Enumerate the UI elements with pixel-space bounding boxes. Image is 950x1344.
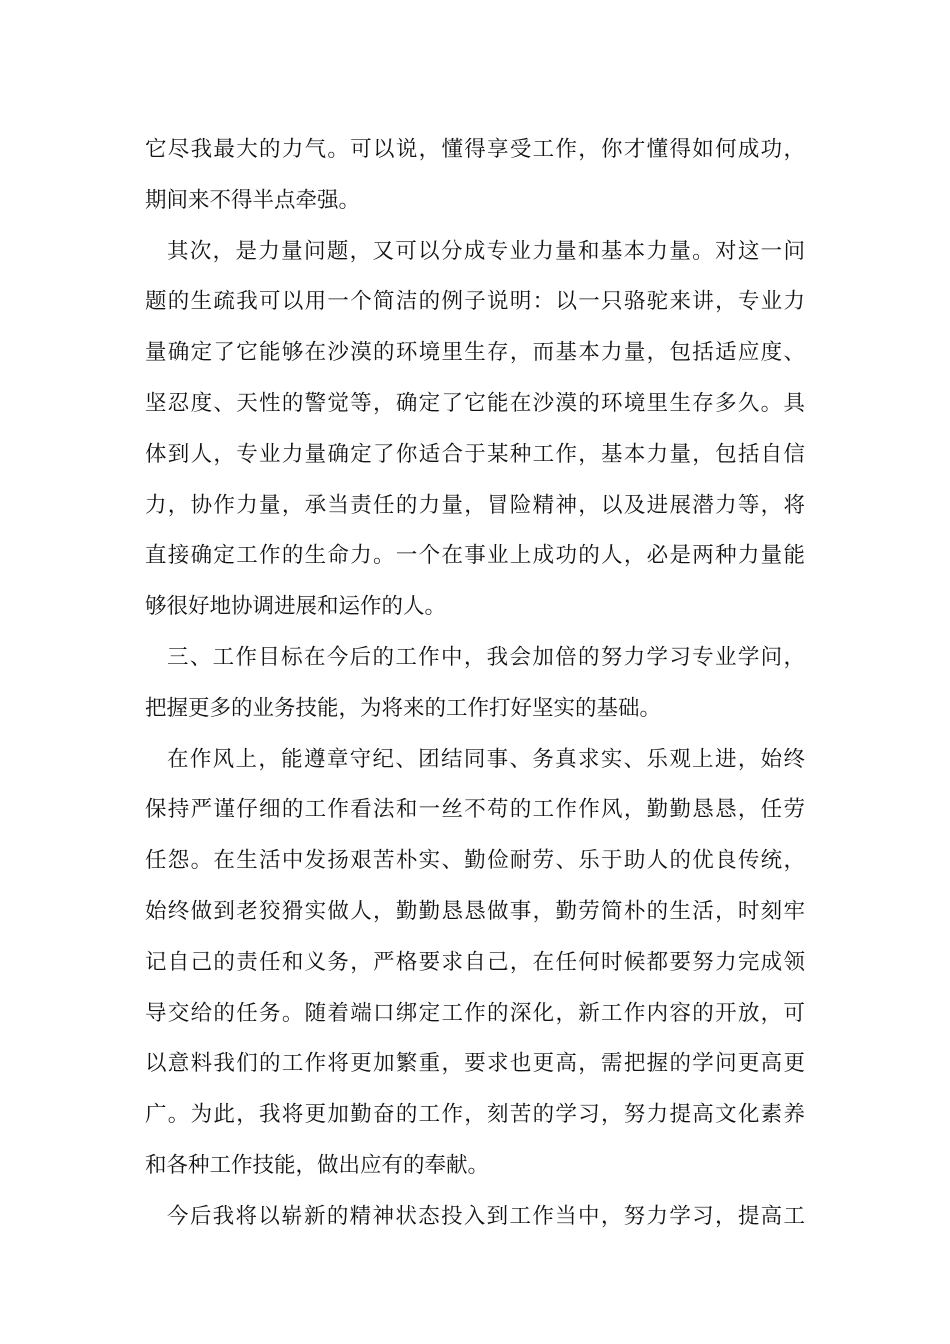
text-line: 和各种工作技能，做出应有的奉献。 — [145, 1152, 490, 1178]
text-line: 它尽我最大的力气。可以说，懂得享受工作，你才懂得如何成功， — [145, 137, 805, 162]
text-line: 量确定了它能够在沙漠的环境里生存，而基本力量，包括适应度、 — [145, 340, 805, 366]
text-line: 力，协作力量，承当责任的力量，冒险精神，以及进展潜力等，将 — [145, 492, 805, 518]
text-line: 在作风上，能遵章守纪、团结同事、务真求实、乐观上进，始终 — [167, 746, 805, 772]
text-line: 三、工作目标在今后的工作中，我会加倍的努力学习专业学问， — [167, 644, 805, 670]
text-line: 期间来不得半点牵强。 — [145, 187, 361, 213]
text-line: 其次，是力量问题，又可以分成专业力量和基本力量。对这一问 — [167, 238, 805, 264]
text-line: 体到人，专业力量确定了你适合于某种工作，基本力量，包括自信 — [145, 441, 805, 467]
text-line: 任怨。在生活中发扬艰苦朴实、勤俭耐劳、乐于助人的优良传统， — [145, 848, 805, 874]
text-line: 始终做到老狡猾实做人，勤勤恳恳做事，勤劳简朴的生活，时刻牢 — [145, 898, 805, 924]
text-line: 够很好地协调进展和运作的人。 — [145, 594, 447, 620]
text-line: 题的生疏我可以用一个简洁的例子说明：以一只骆驼来讲，专业力 — [145, 289, 805, 315]
text-line: 坚忍度、天性的警觉等，确定了它能在沙漠的环境里生存多久。具 — [145, 390, 805, 416]
text-line: 以意料我们的工作将更加繁重，要求也更高，需把握的学问更高更 — [145, 1051, 805, 1077]
text-line: 记自己的责任和义务，严格要求自己，在任何时候都要努力完成领 — [145, 949, 805, 975]
text-line: 广。为此，我将更加勤奋的工作，刻苦的学习，努力提高文化素养 — [145, 1102, 805, 1128]
text-line: 今后我将以崭新的精神状态投入到工作当中，努力学习，提高工 — [167, 1203, 805, 1229]
text-line: 直接确定工作的生命力。一个在事业上成功的人，必是两种力量能 — [145, 543, 805, 569]
text-line: 导交给的任务。随着端口绑定工作的深化，新工作内容的开放，可 — [145, 1000, 805, 1026]
document-body-text — [145, 125, 805, 1243]
text-line: 把握更多的业务技能，为将来的工作打好坚实的基础。 — [145, 695, 662, 721]
text-line: 保持严谨仔细的工作看法和一丝不苟的工作作风，勤勤恳恳，任劳 — [145, 797, 805, 823]
